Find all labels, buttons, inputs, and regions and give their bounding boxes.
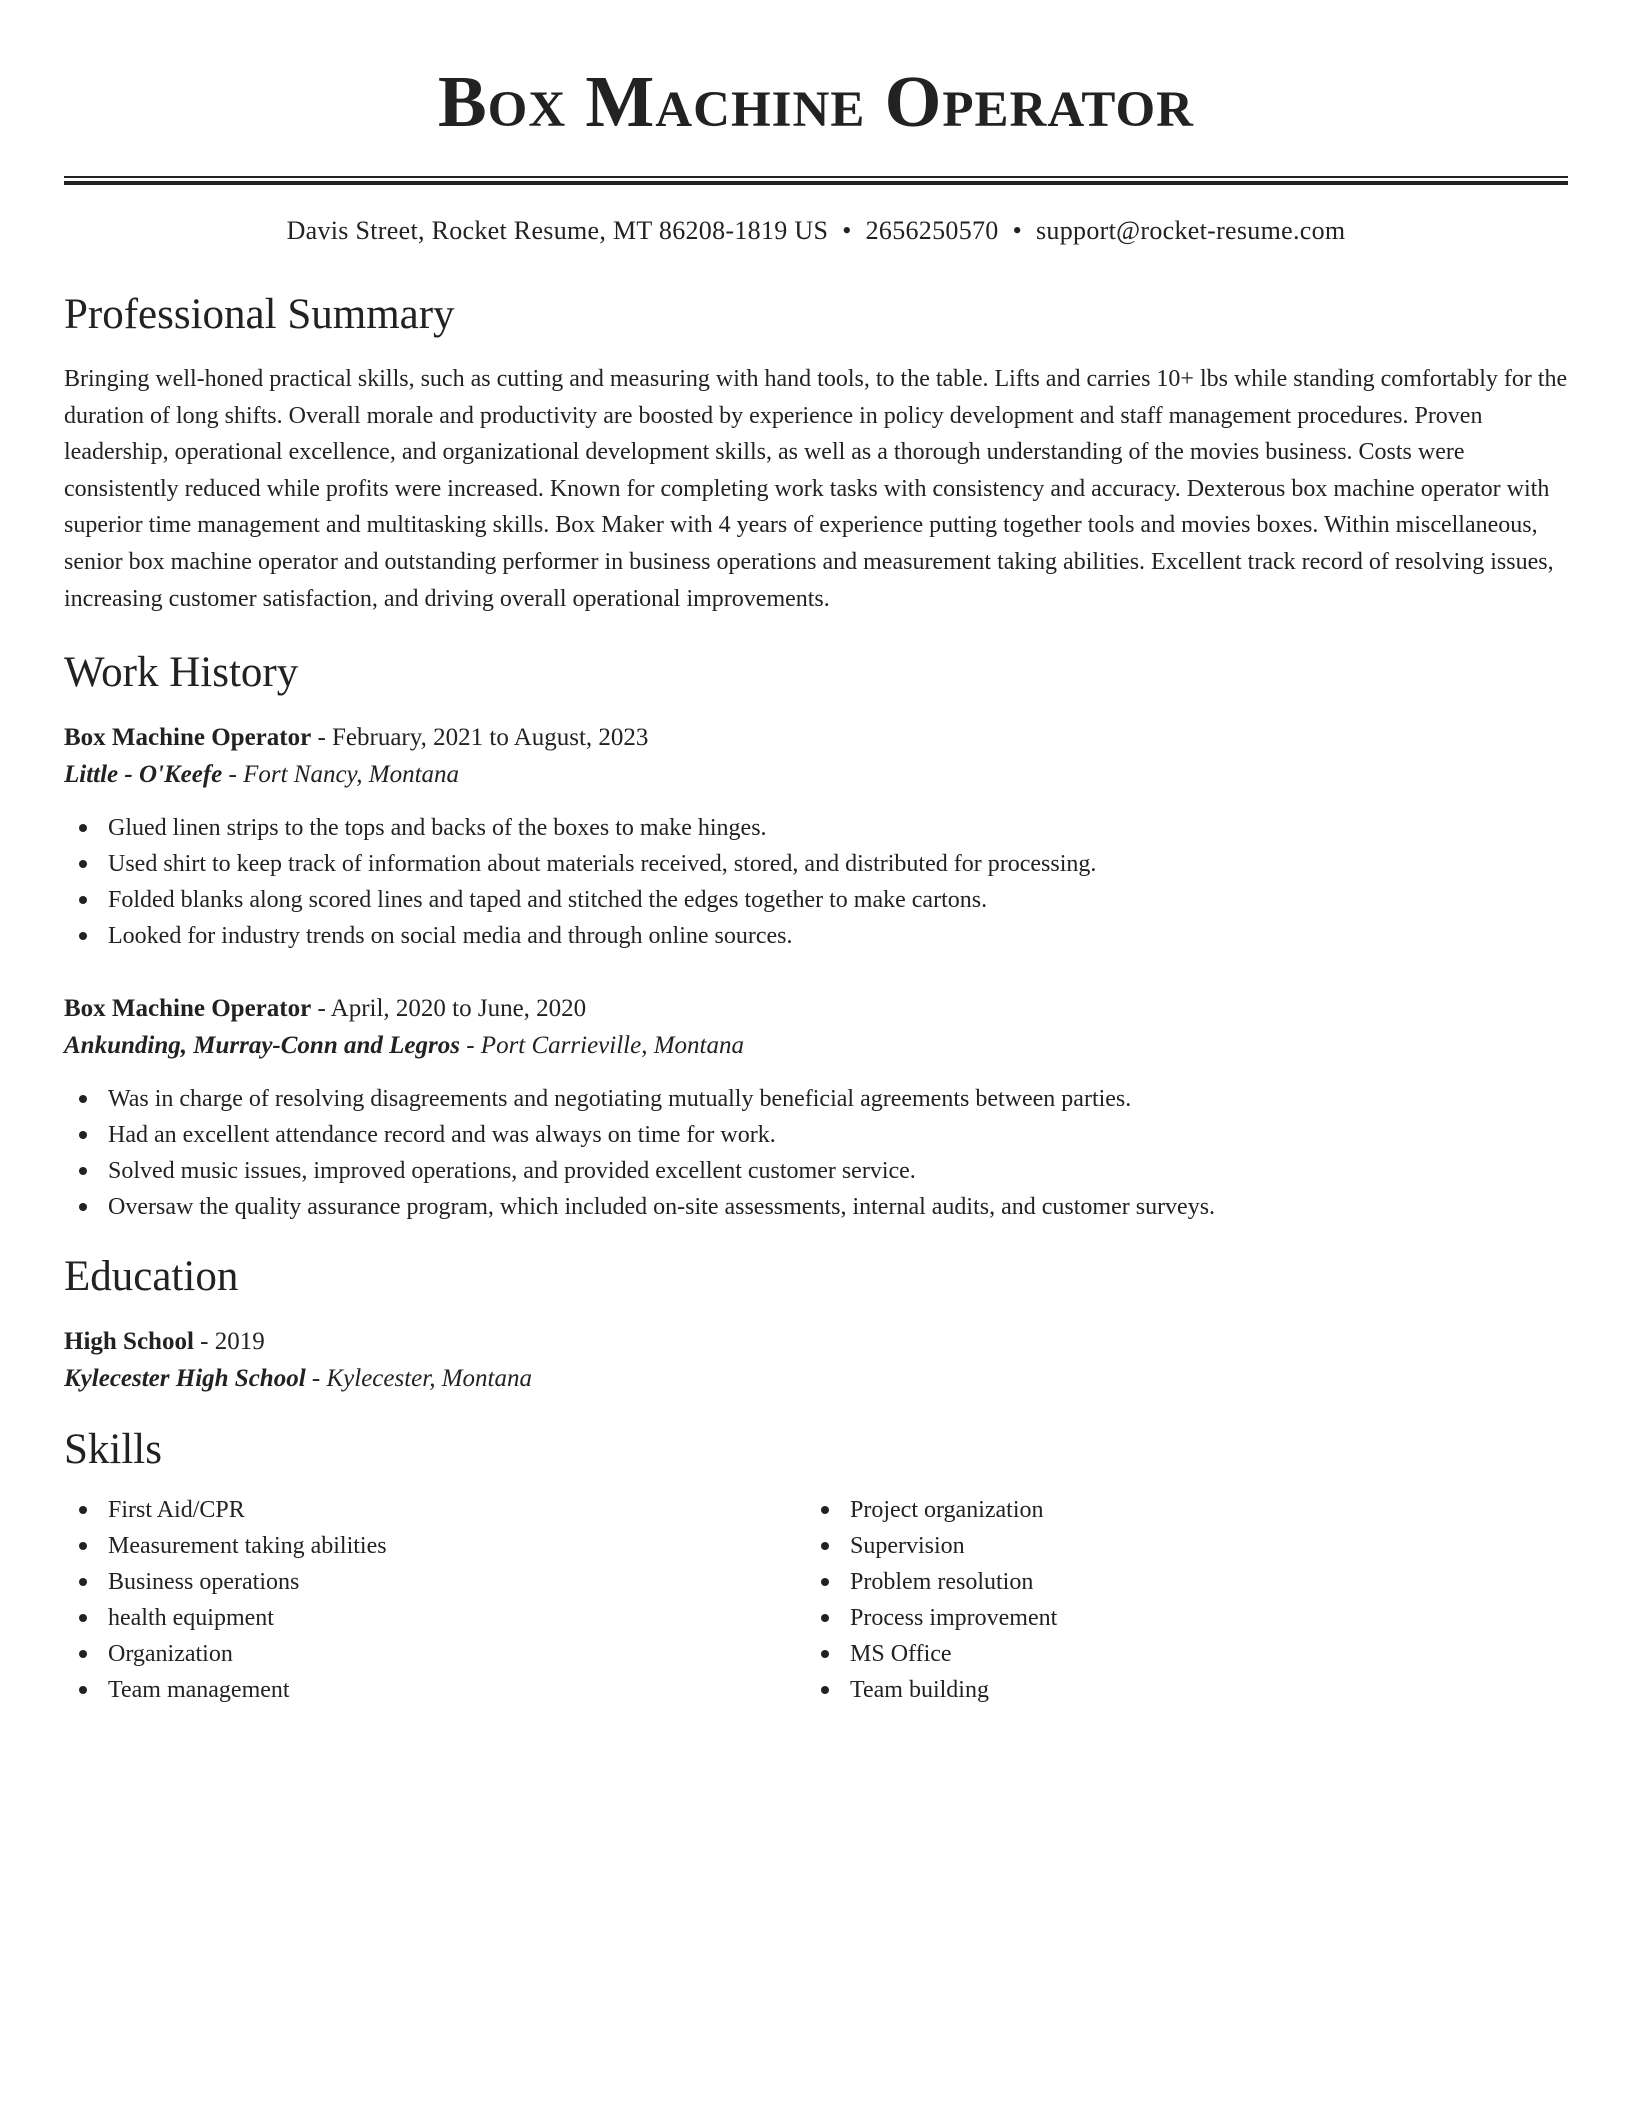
bullet-icon — [79, 1506, 87, 1514]
bullet-text: Used shirt to keep track of information about materials received, stored, and distributed for processing. — [108, 851, 1097, 878]
skill-text: Team building — [850, 1677, 989, 1704]
list-item — [64, 1564, 806, 1600]
title-divider — [64, 176, 1568, 185]
bullet-text: Had an excellent attendance record and was always on time for work. — [108, 1122, 776, 1149]
bullet-icon — [79, 1203, 87, 1211]
bullet-icon — [79, 1578, 87, 1586]
education-heading: Education — [64, 1253, 239, 1301]
bullet-icon — [79, 1095, 87, 1103]
bullet-text: Looked for industry trends on social media and through online sources. — [108, 923, 793, 950]
list-item — [806, 1672, 1548, 1708]
list-item — [806, 1636, 1548, 1672]
list-item — [64, 1672, 806, 1708]
job-dates: - April, 2020 to June, 2020 — [311, 995, 587, 1023]
list-item — [64, 846, 1568, 882]
list-item — [64, 1081, 1568, 1117]
bullet-text: Oversaw the quality assurance program, which included on-site assessments, internal audits, and customer surveys. — [108, 1194, 1216, 1221]
bullet-icon — [79, 1686, 87, 1694]
bullet-icon — [79, 1542, 87, 1550]
job-title-line — [64, 990, 1568, 1027]
contact-address: Davis Street, Rocket Resume, MT 86208-1819 US — [286, 216, 829, 245]
summary-text: Bringing well-honed practical skills, such as cutting and measuring with hand tools, to the table. Lifts and carries 10+ lbs while standing comfortably for the duration of long shifts. Overall morale and productivity are boosted by experience in policy development and staff management procedures. Proven leadership, operational excellence, and organizational development skills, as well as a thorough understanding of the movies business. Costs were consistently reduced while profits were increased. Known for completing work tasks with consistency and accuracy. Dexterous box machine operator with superior time management and multitasking skills. Box Maker with 4 years of experience putting together tools and movies boxes. Within miscellaneous, senior box machine operator and outstanding performer in business operations and measurement taking abilities. Excellent track record of resolving issues, increasing customer satisfaction, and driving overall operational improvements. — [64, 366, 1568, 612]
bullet-icon — [79, 896, 87, 904]
job-location: - Port Carrieville, Montana — [459, 1032, 744, 1060]
contact-separator: • — [1012, 216, 1023, 245]
bullet-icon — [821, 1686, 829, 1694]
bullet-icon — [79, 1650, 87, 1658]
skills-list — [64, 1492, 806, 1708]
list-item — [806, 1528, 1548, 1564]
skill-text: Project organization — [850, 1497, 1044, 1524]
contact-email: support@rocket-resume.com — [1036, 216, 1346, 245]
education-degree-line — [64, 1323, 1568, 1360]
bullet-icon — [821, 1542, 829, 1550]
list-item — [64, 1153, 1568, 1189]
bullet-icon — [79, 1614, 87, 1622]
bullet-icon — [79, 860, 87, 868]
job-title: Box Machine Operator — [64, 995, 312, 1023]
skills-list — [806, 1492, 1548, 1708]
bullet-icon — [821, 1650, 829, 1658]
skills-column-right — [806, 1492, 1548, 1708]
bullet-text: Solved music issues, improved operations, and provided excellent customer service. — [108, 1158, 916, 1185]
bullet-text: Folded blanks along scored lines and taped and stitched the edges together to make cartons. — [108, 887, 988, 914]
bullet-icon — [79, 824, 87, 832]
skill-text: Organization — [108, 1641, 233, 1668]
job-company: Little - O'Keefe — [64, 761, 223, 789]
skill-text: Team management — [108, 1677, 290, 1704]
job-title: Box Machine Operator — [64, 724, 312, 752]
list-item — [64, 1600, 806, 1636]
skill-text: Problem resolution — [850, 1569, 1034, 1596]
list-item — [64, 882, 1568, 918]
summary-heading: Professional Summary — [64, 291, 455, 338]
contact-phone: 2656250570 — [865, 216, 999, 245]
list-item — [806, 1600, 1548, 1636]
education-year: - 2019 — [193, 1328, 265, 1356]
job-company: Ankunding, Murray-Conn and Legros — [64, 1032, 460, 1060]
job-dates: - February, 2021 to August, 2023 — [311, 724, 649, 752]
list-item — [64, 1189, 1568, 1225]
bullet-icon — [79, 932, 87, 940]
skill-text: MS Office — [850, 1641, 952, 1668]
bullet-icon — [821, 1578, 829, 1586]
education-entry — [64, 1323, 1568, 1398]
skill-text: Measurement taking abilities — [108, 1533, 387, 1560]
job-title-line — [64, 719, 1568, 756]
list-item — [64, 1636, 806, 1672]
list-item — [64, 1528, 806, 1564]
bullet-text: Glued linen strips to the tops and backs of the boxes to make hinges. — [108, 815, 767, 842]
work-history-heading: Work History — [64, 649, 299, 697]
bullet-icon — [79, 1167, 87, 1175]
job-company-line — [64, 1027, 1568, 1065]
job-entry — [64, 990, 1568, 1225]
list-item — [64, 810, 1568, 846]
skill-text: Business operations — [108, 1569, 300, 1596]
contact-line — [64, 215, 1568, 247]
bullet-icon — [821, 1614, 829, 1622]
list-item — [806, 1492, 1548, 1528]
education-school: Kylecester High School — [64, 1365, 306, 1393]
skills-column-left — [64, 1492, 806, 1708]
skill-text: Process improvement — [850, 1605, 1058, 1632]
education-degree: High School — [64, 1328, 194, 1356]
job-entry — [64, 719, 1568, 954]
resume-title: Box Machine Operator — [437, 61, 1195, 142]
education-school-line — [64, 1360, 1568, 1398]
skill-text: health equipment — [108, 1605, 274, 1632]
bullet-icon — [79, 1131, 87, 1139]
education-location: - Kylecester, Montana — [305, 1365, 532, 1393]
list-item — [64, 1492, 806, 1528]
bullet-icon — [821, 1506, 829, 1514]
job-bullet-list — [64, 1081, 1568, 1225]
skills-heading: Skills — [64, 1426, 162, 1474]
list-item — [64, 918, 1568, 954]
job-company-line — [64, 756, 1568, 794]
list-item — [64, 1117, 1568, 1153]
contact-separator: • — [842, 216, 852, 245]
job-bullet-list — [64, 810, 1568, 954]
skill-text: First Aid/CPR — [108, 1497, 245, 1524]
list-item — [806, 1564, 1548, 1600]
skills-grid — [64, 1492, 1568, 1708]
skill-text: Supervision — [850, 1533, 965, 1560]
bullet-text: Was in charge of resolving disagreements and negotiating mutually beneficial agreements between parties. — [108, 1086, 1132, 1113]
job-location: - Fort Nancy, Montana — [222, 761, 460, 789]
